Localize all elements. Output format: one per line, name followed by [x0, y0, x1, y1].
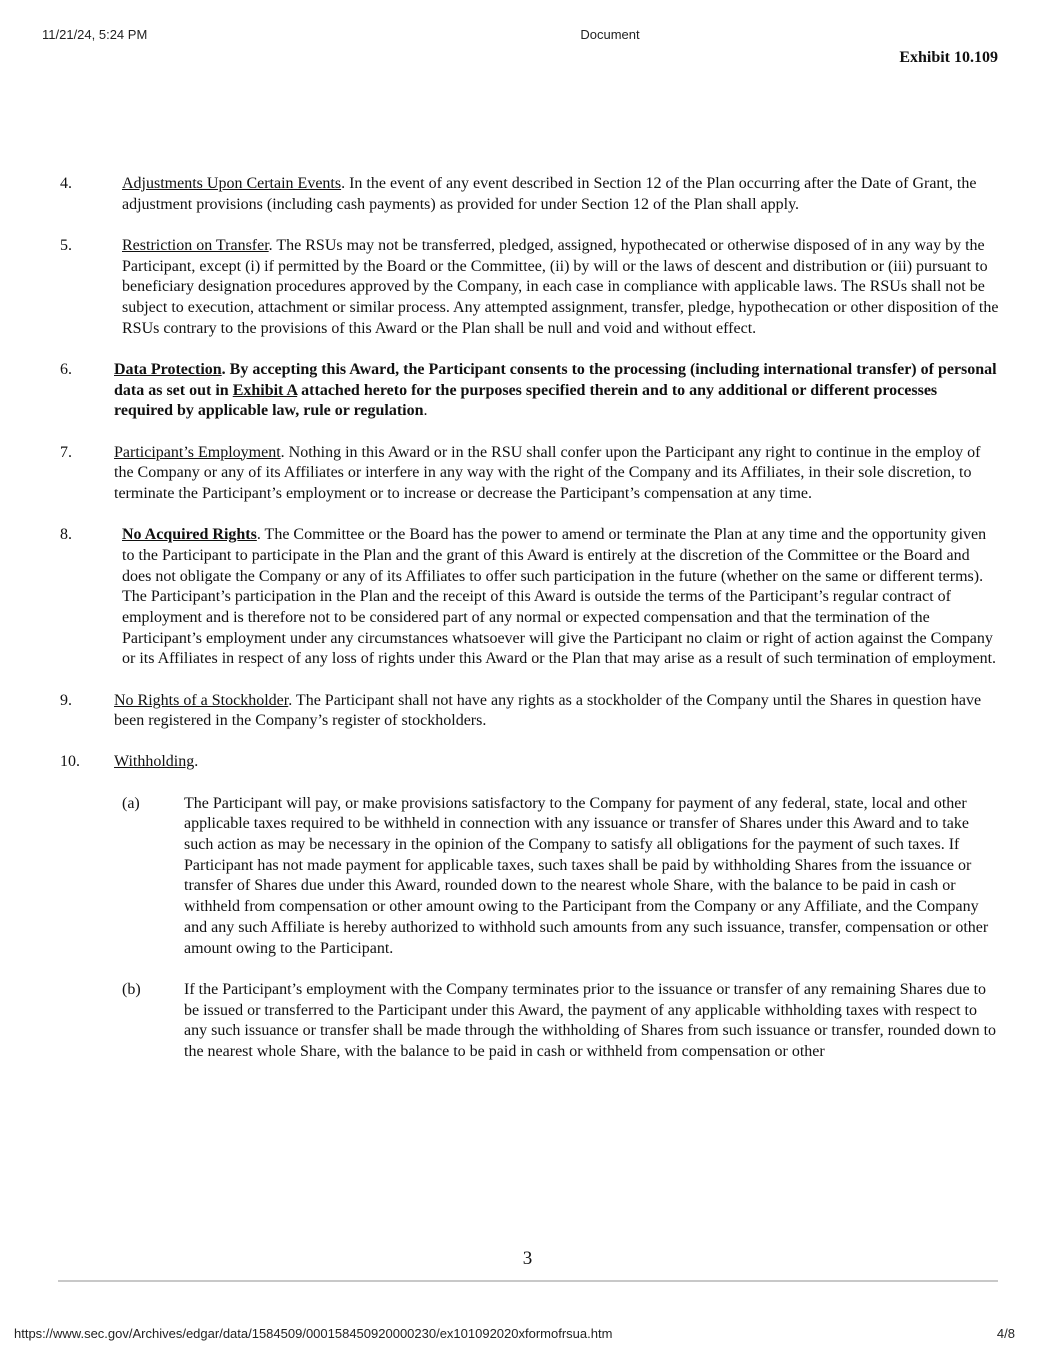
- section-5: [60, 236, 1000, 340]
- section-number: 5.: [60, 236, 72, 254]
- subsection-body: If the Participant’s employment with the Company terminates prior to the issuance or transfer of any remaining Shares due to be issued or transferred to the Participant under this Award, the payment of any applicable withholding taxes with respect to any such issuance or transfer shall be made through the withholding of Shares from such issuance or transfer, rounded down to the nearest whole Share, with the balance to be paid in cash or withheld from compensation or other: [184, 980, 997, 1060]
- section-heading: Restriction on Transfer: [122, 236, 269, 254]
- section-text: . In the event of any event described in Section 12 of the Plan occurring after the Date of Grant, the adjustment provisions (including cash payments) as provided for under Section 12 of the Plan shall apply.: [122, 175, 977, 213]
- print-document-title: Document: [580, 27, 640, 42]
- section-body: [114, 360, 1000, 422]
- section-text: . By accepting this Award, the Participant consents to the processing (including international transfer) of personal data as set out in: [114, 360, 997, 399]
- exhibit-label: Exhibit 10.109: [899, 49, 998, 66]
- section-10: [60, 752, 1000, 773]
- section-body: [114, 691, 1000, 732]
- section-6: [60, 360, 1000, 422]
- section-4: [60, 174, 1000, 215]
- document-body: [60, 174, 1000, 1083]
- subsection-body: The Participant will pay, or make provisions satisfactory to the Company for payment of any federal, state, local and other applicable taxes required to be withheld in connection with any issuance or transfer of Shares under this Award and to take such action as may be necessary in the opinion of the Company to satisfy all obligations for the payment of such taxes. If Participant has not made payment for applicable taxes, such taxes shall be paid by withholding Shares from the issuance or transfer of Shares due under this Award, rounded down to the nearest whole Share, with the balance to be paid in cash or withheld from compensation or other amount owing to the Participant from the Company or any Affiliate, and the Company and any such Affiliate is hereby authorized to withhold such amounts from any such issuance, transfer, compensation or other amount owing to the Participant.: [184, 794, 989, 957]
- exhibit-a-reference: Exhibit A: [232, 381, 298, 399]
- section-text: . The RSUs may not be transferred, pledged, assigned, hypothecated or otherwise disposed of in any way by the Participant, except (i) if permitted by the Board or the Committee, (ii) by will or the laws of descent and distribution or (iii) pursuant to beneficiary designation procedures approved by the Company, in each case in compliance with applicable laws. The RSUs shall not be subject to execution, attachment or similar process. Any attempted assignment, transfer, pledge, hypothecation or other disposition of the RSUs contrary to the provisions of this Award or the Plan shall be null and void and without effect.: [122, 236, 999, 337]
- section-number: 4.: [60, 175, 72, 192]
- section-text: . The Participant shall not have any rights as a stockholder of the Company until the Shares in question have been registered in the Company’s register of stockholders.: [114, 691, 982, 730]
- subsection-10b: [122, 980, 1000, 1063]
- subsection-10a: [122, 794, 1000, 960]
- section-number: 8.: [60, 526, 72, 544]
- page-divider: [58, 1280, 998, 1282]
- print-page-count: 4/8: [996, 1326, 1015, 1341]
- section-7: [60, 443, 1000, 505]
- section-8: [60, 525, 1000, 670]
- section-heading: Data Protection: [114, 360, 222, 378]
- print-header: [0, 27, 1055, 43]
- source-url: https://www.sec.gov/Archives/edgar/data/1584509/000158450920000230/ex101092020xformofrsua.htm: [14, 1326, 613, 1341]
- section-body: [114, 443, 1000, 505]
- section-heading: Participant’s Employment: [114, 443, 281, 461]
- section-number: 6.: [60, 360, 72, 378]
- section-9: [60, 691, 1000, 732]
- section-text: . The Committee or the Board has the power to amend or terminate the Plan at any time and the opportunity given to the Participant to participate in the Plan and the grant of this Award is entirely at the discretion of the Committee or the Board and does not obligate the Company or any of its Affiliates to offer such participation in the future (whether on the same or different terms). The Participant’s participation in the Plan and the receipt of this Award is outside the terms of the Participant’s regular contract of employment and is therefore not to be considered part of any normal or expected compensation and that the termination of the Participant’s employment under any circumstances whatsoever will give the Participant no claim or right of action against the Company or its Affiliates in respect of any loss of rights under this Award or the Plan that may arise as a result of such termination of employment.: [122, 526, 997, 668]
- subsection-label: (a): [122, 794, 140, 812]
- section-number: 10.: [60, 753, 80, 771]
- section-number: 7.: [60, 443, 72, 461]
- section-text: . Nothing in this Award or in the RSU shall confer upon the Participant any right to continue in the employ of the Company or any of its Affiliates or interfere in any way with the right of the Company and its Affiliates, in their sole discretion, to terminate the Participant’s employment or to increase or decrease the Participant’s compensation at any time.: [114, 443, 981, 502]
- section-heading: No Acquired Rights: [122, 526, 257, 544]
- section-heading: Withholding: [114, 753, 195, 771]
- section-body: [122, 525, 1000, 670]
- page-number: 3: [522, 1248, 533, 1269]
- section-body: [122, 174, 1000, 215]
- section-body: [114, 752, 1000, 773]
- section-text: .: [194, 753, 199, 771]
- section-body: [122, 236, 1000, 340]
- section-heading: No Rights of a Stockholder: [114, 691, 289, 709]
- section-text-continued: attached hereto for the purposes specified therein and to any additional or different processes required by applicable law, rule or regulation: [114, 381, 938, 420]
- section-heading: Adjustments Upon Certain Events: [122, 175, 342, 192]
- section-number: 9.: [60, 691, 72, 709]
- subsection-label: (b): [122, 980, 141, 998]
- section-end-punct: .: [423, 402, 428, 420]
- print-datetime: 11/21/24, 5:24 PM: [42, 27, 148, 42]
